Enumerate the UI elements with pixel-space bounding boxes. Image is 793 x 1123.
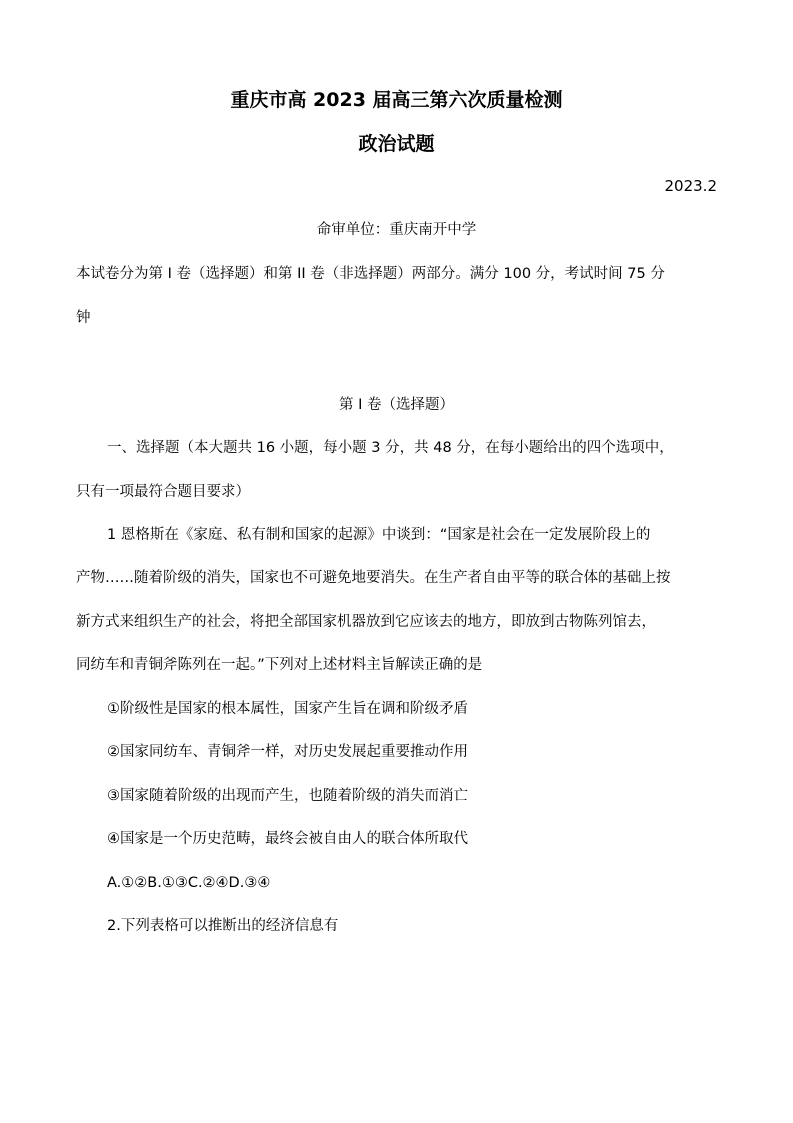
question-1-line-1: 1 恩格斯在《家庭、私有制和国家的起源》中谈到：“国家是社会在一定发展阶段上的 bbox=[107, 527, 651, 543]
question-1-option-4: ④国家是一个历史范畴，最终会被自由人的联合体所取代 bbox=[107, 831, 468, 847]
question-1-line-2: 产物……随着阶级的消失，国家也不可避免地要消失。在生产者自由平等的联合体的基础上按 bbox=[76, 570, 671, 586]
page-title: 重庆市高 2023 届高三第六次质量检测 bbox=[230, 89, 563, 111]
intro-text-line-2: 钟 bbox=[76, 310, 91, 326]
question-1-option-2: ②国家同纺车、青铜斧一样，对历史发展起重要推动作用 bbox=[107, 744, 468, 760]
question-1-choices: A.①②B.①③C.②④D.③④ bbox=[107, 875, 271, 891]
instructions-line-1: 一、选择题（本大题共 16 小题，每小题 3 分，共 48 分，在每小题给出的四个选项中， bbox=[107, 440, 674, 456]
authoring-unit: 命审单位：重庆南开中学 bbox=[316, 222, 477, 238]
section-title: 第 I 卷（选择题） bbox=[339, 397, 454, 413]
instructions-line-2: 只有一项最符合题目要求） bbox=[76, 484, 250, 500]
page-subtitle: 政治试题 bbox=[358, 133, 435, 155]
question-2-line-1: 2.下列表格可以推断出的经济信息有 bbox=[107, 918, 339, 934]
exam-date: 2023.2 bbox=[664, 177, 717, 195]
question-1-line-3: 新方式来组织生产的社会，将把全部国家机器放到它应该去的地方，即放到古物陈列馆去， bbox=[76, 614, 656, 630]
intro-text-line-1: 本试卷分为第 I 卷（选择题）和第 II 卷（非选择题）两部分。满分 100 分，考试时间 75 分 bbox=[76, 266, 665, 282]
question-1-option-1: ①阶级性是国家的根本属性，国家产生旨在调和阶级矛盾 bbox=[107, 701, 468, 717]
question-1-line-4: 同纺车和青铜斧陈列在一起。”下列对上述材料主旨解读正确的是 bbox=[76, 657, 483, 673]
question-1-option-3: ③国家随着阶级的出现而产生，也随着阶级的消失而消亡 bbox=[107, 788, 468, 804]
